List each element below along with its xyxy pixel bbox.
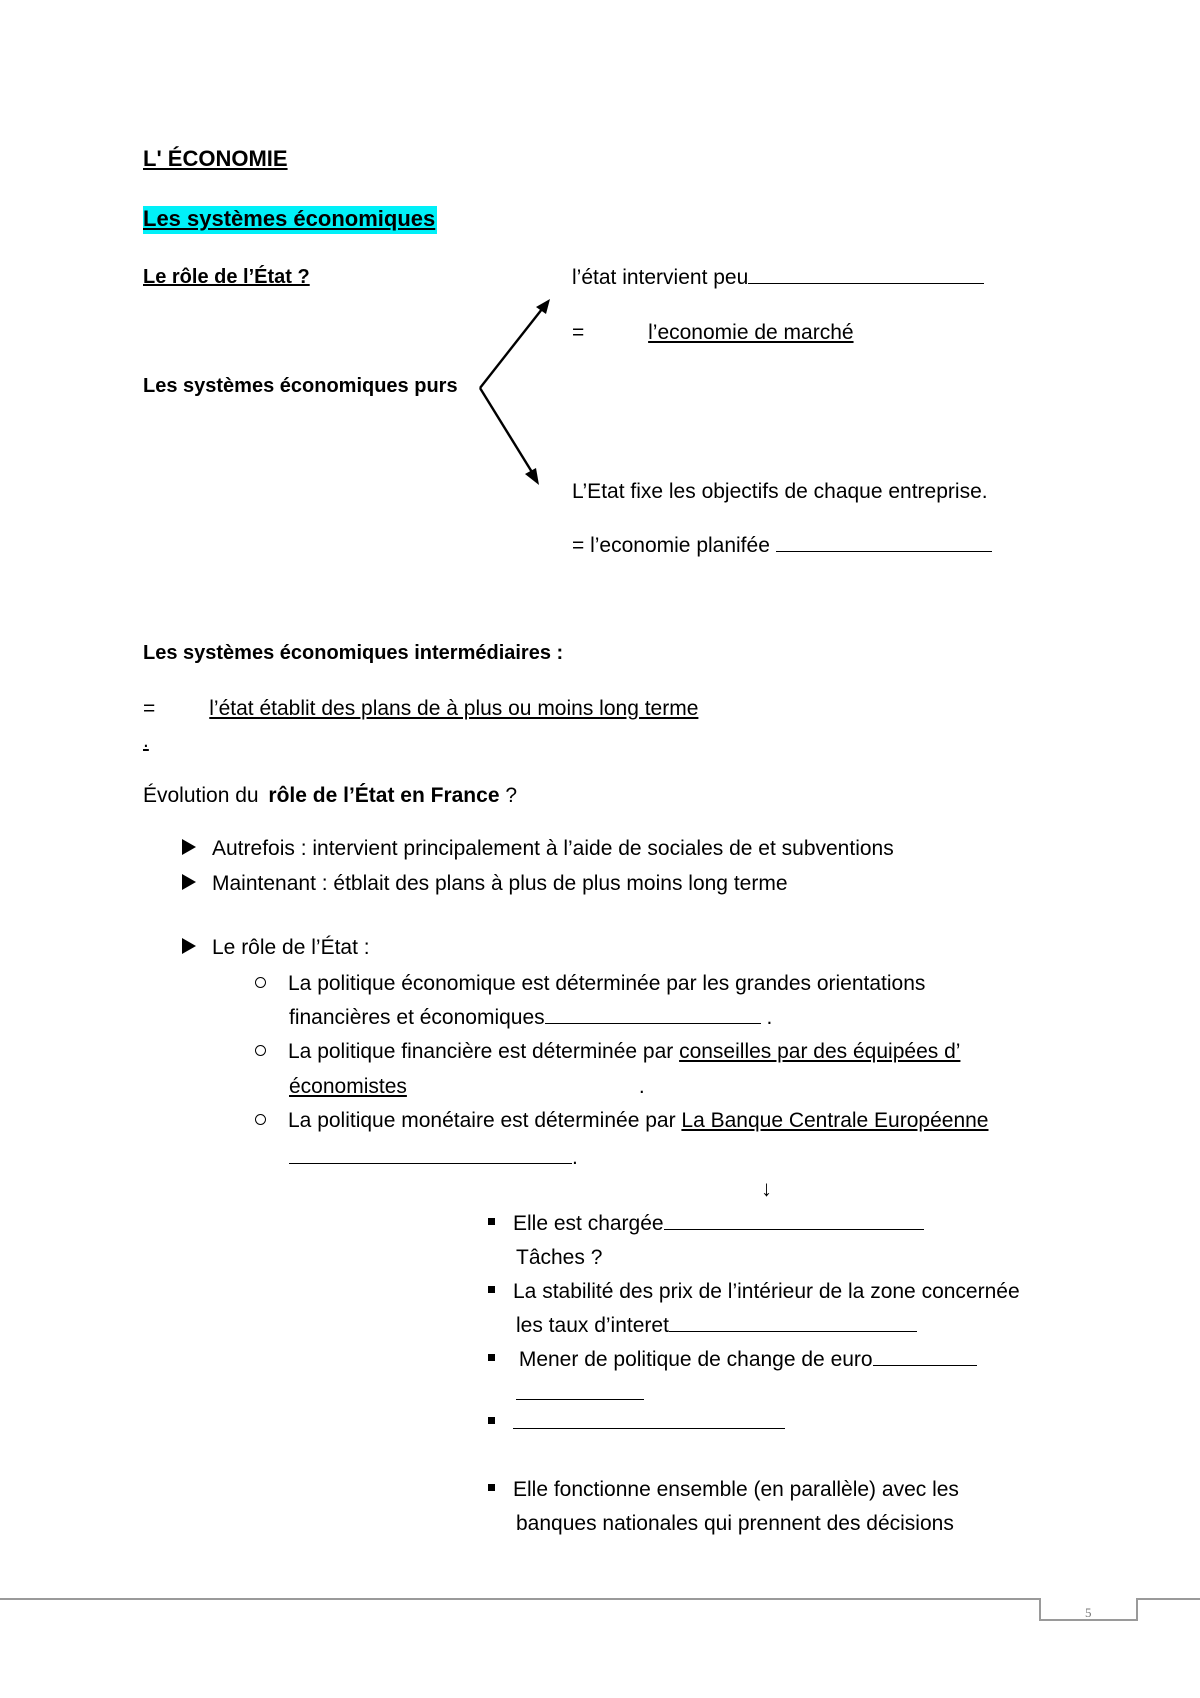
square-bullet-text: La stabilité des prix de l’intérieur de la zone concernée: [513, 1280, 1020, 1303]
sub-item-financiere: [255, 1039, 960, 1064]
circle-bullet-icon: [255, 1114, 266, 1125]
fill-blank[interactable]: [516, 1381, 644, 1400]
square-bullet-item: [488, 1410, 785, 1435]
square-bullet-icon: [488, 1286, 495, 1293]
arrow-bullet-item: [182, 871, 788, 896]
circle-bullet-icon: [255, 1045, 266, 1056]
arrowhead-down: [525, 468, 539, 485]
branch-arrow-down: [480, 388, 535, 477]
arrowhead-up: [536, 299, 550, 314]
fill-blank[interactable]: [669, 1313, 917, 1332]
evolution-prefix: Évolution du: [143, 784, 265, 807]
sub-item-text: La politique monétaire est déterminée par: [288, 1109, 682, 1132]
circle-bullet-icon: [255, 977, 266, 988]
arrow-bullet-text: Le rôle de l’État :: [212, 936, 370, 959]
fill-blank[interactable]: [289, 1145, 572, 1164]
branch-top-line1: [572, 265, 984, 290]
evolution-line: [143, 783, 517, 808]
square-bullet-text: les taux d’interet: [516, 1314, 669, 1337]
period: .: [638, 1075, 645, 1098]
stray-dot: .: [143, 729, 149, 752]
arrow-bullet-icon: [182, 839, 196, 855]
branch-top-text: l’état intervient peu: [572, 266, 749, 289]
square-bullet-item: [488, 1211, 924, 1236]
fill-blank[interactable]: [776, 533, 992, 552]
fill-blank[interactable]: [513, 1410, 785, 1429]
down-arrow-icon: ↓: [761, 1176, 772, 1201]
arrow-bullet-item: [182, 836, 894, 861]
sub-item-text: financières et économiques: [289, 1006, 545, 1029]
sub-item-text: La politique économique est déterminée par les grandes orientations: [288, 972, 926, 995]
square-bullet-subline: [516, 1381, 644, 1406]
sub-item-financiere-line2: [289, 1074, 645, 1099]
answer-economie-marche: l’economie de marché: [648, 321, 854, 344]
page-title: L' ÉCONOMIE: [143, 146, 288, 171]
page-number: 5: [1085, 1605, 1092, 1620]
arrow-bullet-icon: [182, 938, 196, 954]
fill-blank[interactable]: [748, 265, 984, 284]
sub-item-economique-line2: [289, 1005, 772, 1030]
answer-financiere: conseilles par des équipées d’: [679, 1040, 961, 1063]
square-bullet-item: [488, 1347, 977, 1372]
sub-item-text: La politique financière est déterminée par: [288, 1040, 680, 1063]
footer-rule: [0, 1598, 1200, 1638]
arrow-bullet-icon: [182, 874, 196, 890]
intermediate-line: [143, 696, 1038, 721]
fill-blank[interactable]: [545, 1005, 761, 1024]
square-bullet-text: Elle fonctionne ensemble (en parallèle) avec les: [513, 1478, 959, 1501]
equals-sign: =: [143, 697, 156, 720]
square-bullet-subline: banques nationales qui prennent des décisions: [516, 1512, 954, 1535]
branch-arrows: [470, 295, 550, 495]
branch-bottom-line2: [572, 533, 992, 558]
evolution-bold: rôle de l’État en France: [268, 784, 500, 807]
square-bullet-subline: Tâches ?: [516, 1246, 603, 1269]
square-bullet-icon: [488, 1218, 495, 1225]
square-bullet-text: Mener de politique de change de euro: [513, 1348, 873, 1371]
fill-blank[interactable]: [873, 1347, 977, 1366]
sub-item-economique: [255, 971, 925, 996]
answer-economistes: économistes: [289, 1075, 407, 1098]
square-bullet-item: [488, 1279, 1020, 1304]
arrow-bullet-text: Autrefois : intervient principalement à l’aide de sociales de et subventions: [212, 837, 894, 860]
evolution-suffix: ?: [499, 784, 518, 807]
fill-blank[interactable]: [664, 1211, 924, 1230]
sub-item-monetaire-line2: [289, 1145, 578, 1170]
square-bullet-text: Elle est chargée: [513, 1212, 664, 1235]
arrow-bullet-text: Maintenant : étblait des plans à plus de plus moins long terme: [212, 872, 788, 895]
square-bullet-item: [488, 1477, 959, 1502]
pure-systems-label: Les systèmes économiques purs: [143, 375, 458, 397]
period: .: [572, 1146, 578, 1169]
branch-arrow-up: [480, 304, 546, 388]
period: .: [760, 1006, 773, 1029]
branch-bottom-text: = l’economie planifée: [572, 534, 776, 557]
square-bullet-icon: [488, 1417, 495, 1424]
branch-bottom-line1: L’Etat fixe les objectifs de chaque entreprise.: [572, 480, 988, 503]
square-bullet-icon: [488, 1484, 495, 1491]
sub-item-monetaire: [255, 1108, 988, 1133]
arrow-bullet-item: [182, 935, 370, 960]
answer-bce: La Banque Centrale Européenne: [681, 1109, 989, 1132]
intermediate-heading: Les systèmes économiques intermédiaires :: [143, 642, 564, 664]
branch-top-line2: [572, 320, 926, 345]
square-bullet-icon: [488, 1354, 495, 1361]
role-heading: Le rôle de l’État ?: [143, 266, 310, 288]
equals-sign: =: [572, 321, 591, 344]
square-bullet-subline: [516, 1313, 917, 1338]
footer-line-shape: [0, 1599, 1200, 1620]
section-heading: Les systèmes économiques: [143, 206, 437, 234]
answer-intermediate: l’état établit des plans de à plus ou moins long terme: [209, 697, 699, 720]
